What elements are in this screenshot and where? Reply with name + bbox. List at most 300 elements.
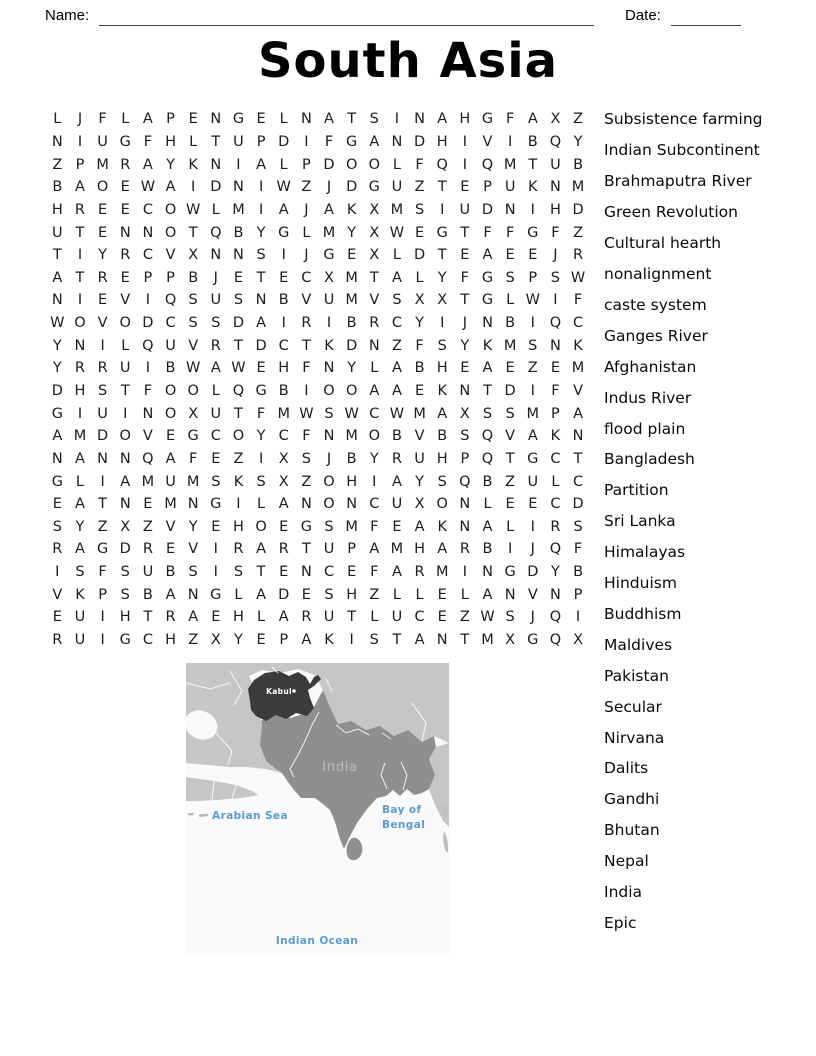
word-list-item: Hinduism [604, 574, 677, 593]
kabul-city-dot [292, 689, 296, 693]
grid-letter-r8-c22: P [528, 269, 538, 286]
grid-letter-r13-c8: L [211, 383, 220, 399]
grid-letter-r17-c6: U [165, 473, 176, 490]
grid-letter-r21-c13: C [323, 564, 335, 581]
grid-letter-r1-c6: P [166, 111, 175, 128]
grid-letter-r10-c17: Y [415, 315, 424, 332]
grid-letter-r22-c12: E [301, 586, 311, 603]
grid-letter-r8-c3: R [97, 269, 108, 286]
grid-letter-r11-c16: Z [391, 337, 402, 354]
grid-letter-r21-c6: B [165, 564, 176, 581]
grid-letter-r4-c7: I [191, 179, 196, 196]
grid-letter-r18-c2: A [75, 496, 85, 513]
grid-letter-r11-c18: S [437, 337, 447, 354]
grid-letter-r7-c6: V [165, 247, 176, 264]
grid-letter-r14-c10: F [256, 405, 266, 422]
grid-letter-r6-c22: G [527, 224, 539, 241]
grid-letter-r18-c19: N [459, 496, 471, 513]
grid-letter-r7-c1: T [52, 247, 62, 264]
grid-letter-r9-c22: W [525, 292, 540, 309]
grid-letter-r11-c10: D [255, 337, 267, 354]
grid-letter-r16-c13: J [326, 450, 332, 467]
grid-letter-r22-c9: L [234, 586, 243, 603]
grid-letter-r12-c6: B [165, 360, 176, 377]
grid-letter-r19-c5: Z [142, 518, 153, 535]
grid-letter-r6-c17: E [414, 224, 425, 241]
grid-letter-r2-c10: P [256, 133, 266, 150]
grid-letter-r19-c14: M [345, 518, 358, 535]
grid-letter-r3-c23: U [550, 156, 561, 173]
grid-letter-r3-c17: F [415, 156, 424, 173]
grid-letter-r15-c5: V [142, 428, 153, 445]
grid-letter-r7-c21: E [505, 247, 515, 264]
word-list-item: Indian Subcontinent [604, 141, 760, 160]
grid-letter-r17-c23: L [551, 473, 560, 490]
grid-letter-r23-c14: T [347, 609, 357, 626]
grid-letter-r12-c12: F [302, 360, 311, 377]
grid-letter-r5-c10: I [258, 201, 264, 218]
grid-letter-r20-c19: R [459, 541, 470, 558]
grid-letter-r17-c24: C [572, 473, 584, 490]
indian-ocean-label: Indian Ocean [275, 935, 359, 947]
grid-letter-r2-c24: Y [573, 133, 583, 150]
grid-letter-r18-c9: I [236, 496, 241, 513]
grid-letter-r4-c1: B [52, 179, 63, 196]
grid-letter-r8-c21: S [505, 269, 515, 286]
grid-letter-r8-c10: T [256, 269, 266, 286]
grid-letter-r4-c24: M [571, 179, 585, 196]
grid-letter-r12-c15: L [370, 360, 379, 377]
grid-letter-r1-c16: I [394, 111, 400, 128]
grid-letter-r2-c9: U [233, 133, 244, 150]
grid-letter-r10-c19: J [462, 315, 467, 332]
grid-letter-r18-c13: O [323, 496, 335, 513]
grid-letter-r22-c4: S [120, 586, 130, 603]
grid-letter-r12-c14: Y [347, 360, 357, 377]
grid-letter-r4-c3: O [96, 179, 109, 196]
grid-letter-r4-c2: A [75, 179, 85, 196]
grid-letter-r2-c6: H [165, 133, 176, 150]
grid-letter-r3-c5: A [142, 156, 153, 173]
grid-letter-r14-c5: N [142, 405, 154, 422]
grid-letter-r5-c21: N [504, 201, 516, 218]
grid-letter-r1-c22: A [527, 111, 538, 128]
grid-letter-r16-c8: E [211, 450, 221, 467]
grid-letter-r4-c13: J [326, 179, 332, 196]
grid-letter-r11-c22: S [528, 337, 538, 354]
grid-letter-r6-c12: L [302, 224, 311, 241]
grid-letter-r24-c7: Z [188, 632, 199, 649]
grid-letter-r21-c17: R [414, 564, 425, 581]
grid-letter-r12-c24: M [571, 360, 585, 377]
bay-of-bengal-label-line2: Bengal [382, 819, 426, 831]
grid-letter-r19-c21: L [506, 518, 515, 535]
grid-letter-r19-c23: R [550, 518, 561, 535]
grid-letter-r15-c2: M [73, 428, 87, 445]
grid-letter-r16-c23: C [550, 450, 561, 467]
grid-letter-r19-c9: H [232, 518, 244, 535]
grid-letter-r21-c12: N [300, 564, 312, 581]
grid-letter-r6-c18: G [436, 224, 448, 241]
grid-letter-r6-c11: G [278, 224, 290, 241]
grid-letter-r5-c7: W [185, 201, 201, 218]
grid-letter-r13-c13: O [323, 383, 335, 399]
grid-letter-r2-c17: D [413, 133, 426, 150]
grid-letter-r7-c10: S [256, 247, 266, 264]
grid-letter-r19-c13: S [324, 518, 334, 535]
grid-letter-r22-c5: B [142, 586, 153, 603]
grid-letter-r11-c23: N [549, 337, 561, 354]
grid-letter-r17-c1: G [51, 473, 63, 490]
grid-letter-r23-c11: A [278, 609, 289, 626]
grid-letter-r6-c19: T [460, 224, 470, 241]
grid-letter-r7-c12: J [304, 247, 309, 264]
grid-letter-r18-c3: T [98, 496, 108, 513]
grid-letter-r9-c24: F [573, 292, 583, 309]
grid-letter-r14-c22: M [526, 405, 540, 422]
grid-letter-r10-c14: B [346, 315, 357, 332]
grid-letter-r16-c17: U [414, 450, 425, 467]
grid-letter-r22-c24: P [573, 586, 583, 603]
grid-letter-r21-c18: M [435, 564, 449, 581]
grid-letter-r1-c2: J [77, 111, 83, 128]
grid-letter-r10-c1: W [50, 315, 65, 332]
grid-letter-r14-c17: M [413, 405, 426, 422]
grid-letter-r21-c2: S [75, 564, 85, 581]
grid-letter-r22-c20: A [482, 586, 493, 603]
grid-letter-r17-c15: I [372, 473, 377, 490]
grid-letter-r17-c19: Q [459, 473, 471, 490]
grid-letter-r21-c5: U [142, 564, 154, 581]
grid-letter-r13-c23: F [551, 383, 560, 399]
grid-letter-r2-c3: U [97, 133, 108, 150]
grid-letter-r4-c9: N [233, 179, 244, 196]
grid-letter-r10-c9: D [232, 315, 245, 332]
grid-letter-r8-c18: Y [437, 269, 447, 286]
grid-letter-r8-c20: G [481, 269, 494, 286]
grid-letter-r11-c24: K [573, 337, 583, 354]
date-blank-line [671, 24, 741, 26]
grid-letter-r23-c10: L [257, 609, 266, 626]
grid-letter-r15-c6: E [165, 428, 176, 445]
grid-letter-r18-c12: N [300, 496, 312, 513]
grid-letter-r6-c9: B [233, 224, 244, 241]
grid-letter-r10-c3: V [97, 315, 108, 332]
grid-letter-r24-c2: U [74, 632, 86, 649]
grid-letter-r8-c14: M [345, 269, 358, 286]
grid-letter-r8-c8: J [213, 269, 218, 286]
grid-letter-r15-c16: B [391, 428, 402, 445]
grid-letter-r3-c20: Q [481, 156, 494, 173]
grid-letter-r13-c22: I [530, 383, 535, 399]
grid-letter-r14-c14: W [344, 405, 359, 422]
grid-letter-r24-c16: T [392, 632, 402, 649]
grid-letter-r2-c1: N [51, 133, 63, 150]
grid-letter-r7-c8: N [210, 247, 222, 264]
grid-letter-r21-c23: Y [550, 564, 560, 581]
grid-letter-r13-c6: O [164, 383, 177, 399]
grid-letter-r20-c3: G [96, 541, 109, 558]
grid-letter-r21-c11: E [279, 564, 289, 581]
grid-letter-r2-c4: G [119, 133, 131, 150]
grid-letter-r10-c7: S [188, 315, 198, 332]
grid-letter-r9-c6: Q [164, 292, 177, 309]
grid-letter-r9-c16: S [392, 292, 402, 309]
grid-letter-r11-c5: Q [142, 337, 154, 354]
grid-letter-r7-c14: E [347, 247, 357, 264]
grid-letter-r6-c16: W [389, 224, 405, 241]
grid-letter-r2-c11: D [278, 133, 290, 150]
grid-letter-r9-c17: X [414, 292, 425, 309]
grid-letter-r17-c4: A [120, 473, 131, 490]
grid-letter-r7-c7: X [188, 247, 199, 264]
grid-letter-r1-c14: T [347, 111, 357, 128]
grid-letter-r4-c14: D [346, 179, 358, 196]
grid-letter-r14-c9: T [234, 405, 243, 422]
grid-letter-r19-c1: S [52, 518, 62, 535]
grid-letter-r20-c24: F [573, 541, 583, 558]
map-island-fragment [442, 805, 447, 817]
grid-letter-r5-c20: D [481, 201, 494, 218]
grid-letter-r23-c21: S [505, 609, 515, 626]
grid-letter-r20-c12: T [301, 541, 311, 558]
grid-letter-r21-c16: A [391, 564, 402, 581]
grid-letter-r15-c17: V [414, 428, 425, 445]
grid-letter-r20-c8: I [213, 541, 218, 558]
grid-letter-r13-c17: E [414, 383, 425, 399]
grid-letter-r10-c6: C [165, 315, 176, 332]
grid-letter-r15-c1: A [52, 428, 63, 445]
grid-letter-r11-c12: T [301, 337, 311, 354]
grid-letter-r21-c4: S [120, 564, 130, 581]
grid-letter-r17-c14: H [346, 473, 358, 490]
grid-letter-r11-c21: M [503, 337, 517, 354]
grid-letter-r17-c9: K [233, 473, 244, 490]
grid-letter-r6-c10: Y [256, 224, 266, 241]
grid-letter-r20-c22: J [530, 541, 535, 558]
grid-letter-r24-c22: G [527, 632, 539, 649]
grid-letter-r1-c10: E [256, 111, 266, 128]
grid-letter-r6-c15: X [369, 224, 380, 241]
grid-letter-r13-c16: A [391, 383, 402, 399]
grid-letter-r3-c2: P [75, 156, 85, 173]
grid-letter-r23-c8: E [211, 609, 221, 626]
grid-letter-r13-c19: N [459, 383, 471, 399]
grid-letter-r22-c3: P [98, 586, 107, 603]
grid-letter-r21-c24: B [573, 564, 584, 581]
grid-letter-r16-c6: A [165, 450, 176, 467]
grid-letter-r11-c17: F [415, 337, 424, 354]
grid-letter-r8-c23: S [550, 269, 561, 286]
grid-letter-r5-c8: L [211, 201, 220, 218]
grid-letter-r11-c15: N [368, 337, 380, 354]
grid-letter-r14-c18: A [437, 405, 448, 422]
grid-letter-r19-c12: G [300, 518, 312, 535]
grid-letter-r7-c23: J [553, 247, 558, 264]
grid-letter-r14-c16: W [389, 405, 405, 422]
grid-letter-r5-c11: A [278, 201, 289, 218]
grid-letter-r20-c11: R [278, 541, 289, 558]
word-list-item: Gandhi [604, 790, 660, 809]
grid-letter-r15-c8: C [210, 428, 221, 445]
grid-letter-r5-c4: E [120, 201, 130, 218]
grid-letter-r14-c21: S [505, 405, 515, 422]
grid-letter-r19-c11: E [279, 518, 289, 535]
grid-letter-r22-c2: K [75, 586, 85, 603]
grid-letter-r3-c8: N [210, 156, 222, 173]
grid-letter-r23-c13: U [323, 609, 335, 626]
grid-letter-r19-c22: I [530, 518, 535, 535]
grid-letter-r16-c18: H [436, 450, 448, 467]
grid-letter-r4-c18: T [437, 179, 447, 196]
grid-letter-r5-c12: J [304, 201, 309, 218]
grid-letter-r12-c16: A [391, 360, 402, 377]
grid-letter-r23-c5: T [143, 609, 153, 626]
grid-letter-r10-c11: I [281, 315, 286, 332]
grid-letter-r6-c5: N [142, 224, 154, 241]
grid-letter-r21-c10: T [256, 564, 266, 581]
grid-letter-r14-c20: S [482, 405, 493, 422]
grid-letter-r8-c15: T [369, 269, 379, 286]
grid-letter-r16-c4: N [119, 450, 131, 467]
grid-letter-r2-c12: I [304, 133, 309, 150]
grid-letter-r6-c4: N [119, 224, 131, 241]
grid-letter-r24-c5: C [142, 632, 153, 649]
grid-letter-r20-c10: A [256, 541, 267, 558]
grid-letter-r18-c23: C [550, 496, 561, 513]
grid-letter-r16-c22: G [527, 450, 539, 467]
grid-letter-r16-c11: X [278, 450, 289, 467]
grid-letter-r24-c23: Q [549, 632, 562, 649]
grid-letter-r16-c19: P [460, 450, 470, 467]
grid-letter-r1-c15: S [369, 111, 379, 128]
grid-letter-r16-c12: S [301, 450, 311, 467]
grid-letter-r1-c20: G [481, 111, 494, 128]
grid-letter-r12-c13: N [323, 360, 335, 377]
grid-letter-r5-c24: D [572, 201, 584, 218]
grid-letter-r20-c13: U [323, 541, 335, 558]
grid-letter-r16-c21: T [505, 450, 515, 467]
grid-letter-r18-c5: E [143, 496, 153, 513]
grid-letter-r1-c17: N [414, 111, 425, 128]
grid-letter-r5-c13: A [324, 201, 334, 218]
grid-letter-r23-c16: U [391, 609, 403, 626]
grid-letter-r12-c11: H [278, 360, 290, 377]
grid-letter-r11-c2: N [74, 337, 86, 354]
grid-letter-r19-c20: A [482, 518, 493, 535]
grid-letter-r1-c24: Z [573, 111, 584, 128]
grid-letter-r8-c1: A [52, 269, 63, 286]
grid-letter-r7-c16: L [392, 247, 401, 264]
grid-letter-r1-c18: A [437, 111, 448, 128]
grid-letter-r21-c15: F [370, 564, 379, 581]
grid-letter-r9-c1: N [51, 292, 63, 309]
word-list-item: Partition [604, 481, 669, 500]
grid-letter-r23-c9: H [232, 609, 244, 626]
grid-letter-r12-c17: B [414, 360, 425, 377]
grid-letter-r4-c20: P [483, 179, 492, 196]
grid-letter-r21-c22: D [527, 564, 539, 581]
grid-letter-r6-c14: Y [347, 224, 357, 241]
grid-letter-r17-c3: I [100, 473, 105, 490]
grid-letter-r20-c5: R [142, 541, 153, 558]
grid-letter-r6-c13: M [322, 224, 336, 241]
grid-letter-r10-c15: R [369, 315, 380, 332]
grid-letter-r10-c16: C [391, 315, 402, 332]
grid-letter-r3-c9: I [236, 156, 241, 173]
grid-letter-r9-c11: B [278, 292, 289, 309]
grid-letter-r11-c19: Y [460, 337, 470, 354]
grid-letter-r14-c6: O [164, 405, 177, 422]
grid-letter-r22-c10: A [256, 586, 267, 603]
grid-letter-r14-c12: W [299, 405, 314, 422]
grid-letter-r13-c15: A [369, 383, 380, 399]
grid-letter-r15-c14: M [345, 428, 358, 445]
grid-letter-r14-c8: U [210, 405, 222, 422]
grid-letter-r15-c18: B [437, 428, 448, 445]
grid-letter-r13-c21: D [504, 383, 516, 399]
grid-letter-r17-c5: M [141, 473, 155, 490]
grid-letter-r20-c17: H [414, 541, 426, 558]
grid-letter-r15-c22: A [527, 428, 538, 445]
grid-letter-r6-c6: O [164, 224, 177, 241]
grid-letter-r24-c8: X [210, 632, 221, 649]
name-blank-line [99, 24, 594, 26]
grid-letter-r1-c3: F [98, 111, 107, 128]
grid-letter-r11-c3: I [100, 337, 105, 354]
grid-letter-r8-c2: T [75, 269, 85, 286]
grid-letter-r6-c20: F [483, 224, 492, 241]
grid-letter-r12-c3: R [97, 360, 108, 377]
grid-letter-r18-c6: M [164, 496, 177, 513]
grid-letter-r23-c1: E [52, 609, 62, 626]
grid-letter-r7-c9: N [233, 247, 244, 264]
grid-letter-r21-c1: I [55, 564, 60, 581]
grid-letter-r9-c4: V [120, 292, 131, 309]
grid-letter-r2-c16: N [391, 133, 403, 150]
grid-letter-r17-c17: Y [415, 473, 424, 490]
grid-letter-r8-c13: X [324, 269, 334, 286]
grid-letter-r15-c24: N [572, 428, 584, 445]
grid-letter-r20-c1: R [52, 541, 63, 558]
grid-letter-r18-c10: L [257, 496, 266, 513]
grid-letter-r16-c3: N [97, 450, 109, 467]
grid-letter-r18-c14: N [346, 496, 358, 513]
grid-letter-r1-c9: G [232, 111, 245, 128]
grid-letter-r12-c23: E [550, 360, 560, 377]
grid-letter-r6-c8: Q [210, 224, 222, 241]
grid-letter-r1-c8: N [210, 111, 222, 128]
grid-letter-r20-c6: E [165, 541, 176, 558]
grid-letter-r23-c19: Z [459, 609, 470, 626]
grid-letter-r4-c5: W [140, 179, 156, 196]
grid-letter-r5-c16: M [390, 201, 404, 218]
word-list-item: nonalignment [604, 264, 712, 283]
grid-letter-r18-c15: C [369, 496, 380, 513]
grid-letter-r2-c22: B [527, 133, 538, 150]
grid-letter-r8-c11: E [279, 269, 289, 286]
grid-letter-r5-c15: X [369, 201, 380, 218]
grid-letter-r5-c1: H [51, 201, 63, 218]
grid-letter-r17-c13: O [323, 473, 335, 490]
grid-letter-r23-c18: E [437, 609, 447, 626]
grid-letter-r13-c9: Q [232, 383, 245, 399]
grid-letter-r1-c5: A [142, 111, 153, 128]
grid-letter-r15-c19: S [460, 428, 470, 445]
word-list-item: caste system [604, 295, 707, 314]
grid-letter-r18-c16: U [391, 496, 403, 513]
grid-letter-r23-c4: H [119, 609, 131, 626]
